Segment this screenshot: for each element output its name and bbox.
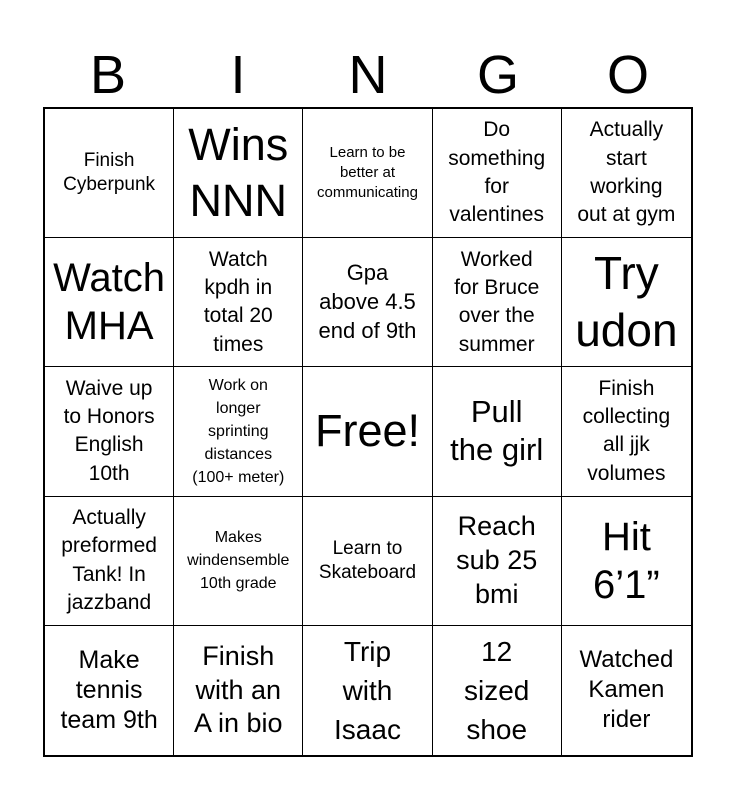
cell-text: Worked for Bruce over the summer	[454, 247, 540, 356]
bingo-cell	[562, 626, 691, 755]
header-letter-g: G	[476, 45, 519, 105]
bingo-cell	[45, 238, 174, 367]
cell-text: Actually preformed Tank! In jazzband	[61, 506, 157, 615]
cell-text: Watch MHA	[53, 256, 166, 349]
header-letter-i: I	[230, 45, 246, 105]
cell-text: Hit 6’1”	[593, 514, 660, 607]
bingo-cell	[433, 238, 562, 367]
cell-text: Free!	[314, 405, 420, 457]
cell-text: Learn to Skateboard	[318, 537, 417, 583]
bingo-cell	[433, 367, 562, 496]
cell-text: Finish Cyberpunk	[63, 150, 156, 196]
bingo-cell	[562, 109, 691, 238]
bingo-cell	[45, 497, 174, 626]
bingo-cell	[562, 497, 691, 626]
bingo-cell	[303, 238, 432, 367]
bingo-cell	[303, 367, 432, 496]
header-letter-o: O	[606, 45, 649, 105]
bingo-cell	[433, 109, 562, 238]
cell-text: Reach sub 25 bmi	[456, 511, 538, 609]
cell-text: Learn to be better at communicating	[317, 143, 418, 202]
cell-text: Gpa above 4.5 end of 9th	[318, 260, 417, 343]
bingo-cell	[303, 626, 432, 755]
cell-text: 12 sized shoe	[464, 635, 530, 745]
cell-text: Finish collecting all jjk volumes	[582, 376, 671, 485]
cell-text: Work on longer sprinting distances (100+ meter)	[192, 376, 285, 487]
bingo-cell	[562, 367, 691, 496]
cell-text: Waive up to Honors English 10th	[63, 376, 155, 485]
cell-text: Trip with Isaac	[334, 635, 401, 745]
cell-text: Finish with an A in bio	[194, 640, 283, 739]
bingo-cell	[174, 238, 303, 367]
header-letter-b: B	[89, 45, 127, 105]
cell-text: Try udon	[575, 246, 678, 357]
bingo-cell	[303, 497, 432, 626]
cell-text: Makes windensemble 10th grade	[187, 528, 290, 593]
bingo-cell	[174, 497, 303, 626]
bingo-cell	[562, 238, 691, 367]
bingo-cell	[174, 109, 303, 238]
bingo-cell	[45, 626, 174, 755]
bingo-header	[43, 44, 693, 106]
bingo-cell	[45, 109, 174, 238]
bingo-cell	[174, 626, 303, 755]
cell-text: Actually start working out at gym	[577, 118, 676, 227]
cell-text: Do something for valentines	[448, 118, 546, 227]
bingo-cell	[433, 497, 562, 626]
bingo-cell	[433, 626, 562, 755]
cell-text: Wins NNN	[188, 118, 289, 227]
cell-text: Make tennis team 9th	[60, 646, 158, 735]
bingo-cell	[303, 109, 432, 238]
header-letter-n: N	[348, 45, 388, 105]
cell-text: Pull the girl	[450, 393, 544, 468]
bingo-cell	[174, 367, 303, 496]
cell-text: Watched Kamen rider	[579, 646, 674, 734]
bingo-grid	[43, 107, 693, 757]
bingo-cell	[45, 367, 174, 496]
cell-text: Watch kpdh in total 20 times	[203, 247, 273, 356]
